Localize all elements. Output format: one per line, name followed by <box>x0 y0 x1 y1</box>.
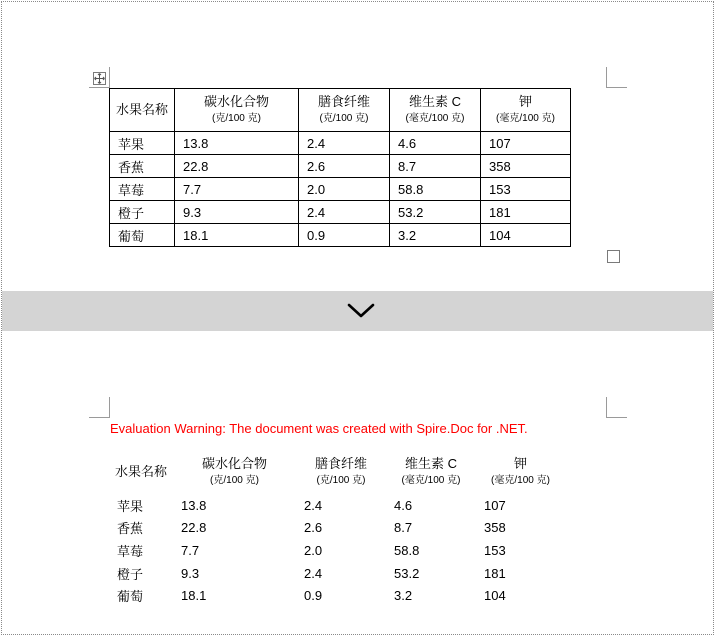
header-cell-potassium <box>476 450 565 494</box>
header-unit: (克/100 克) <box>212 113 261 124</box>
header-cell-fruit <box>109 450 173 494</box>
table-cell: 358 <box>481 155 571 178</box>
table-cell: 53.2 <box>390 201 481 224</box>
page-margin-corner-top-left <box>89 397 110 418</box>
comparison-divider <box>2 291 713 331</box>
evaluation-warning: Evaluation Warning: The document was created with Spire.Doc for .NET. <box>110 421 528 436</box>
table-cell: 草莓 <box>110 178 175 201</box>
header-name: 钾 <box>513 456 527 471</box>
table-cell: 香蕉 <box>110 155 175 178</box>
table-cell: 8.7 <box>394 520 413 536</box>
table-cell: 18.1 <box>175 224 299 247</box>
move-icon <box>94 73 105 84</box>
table-cell: 4.6 <box>394 497 413 513</box>
table-cell: 153 <box>481 178 571 201</box>
table-cell: 181 <box>481 201 571 224</box>
header-name: 水果名称 <box>115 102 168 117</box>
table-cell: 181 <box>484 565 506 581</box>
table-cell: 358 <box>484 520 506 536</box>
table-cell: 58.8 <box>390 178 481 201</box>
header-name: 维生素 C <box>408 94 461 109</box>
header-cell-vitamin-c <box>390 89 481 132</box>
table-cell: 22.8 <box>175 155 299 178</box>
table-cell: 0.9 <box>299 224 390 247</box>
table-cell: 7.7 <box>175 178 299 201</box>
header-cell-fruit <box>110 89 175 132</box>
fruit-nutrition-table-borderless <box>109 450 565 607</box>
table-cell: 104 <box>484 588 506 604</box>
table-cell: 22.8 <box>181 520 207 536</box>
table-row <box>110 224 571 247</box>
table-row <box>110 132 571 155</box>
table-header-row <box>110 89 571 132</box>
table-resize-handle[interactable] <box>607 250 620 263</box>
header-name: 钾 <box>518 94 532 109</box>
header-unit: (克/100 克) <box>319 113 369 124</box>
table-cell: 香蕉 <box>117 521 144 537</box>
table-cell: 53.2 <box>394 565 420 581</box>
header-cell-fiber <box>296 450 386 494</box>
table-cell: 2.4 <box>299 201 390 224</box>
page-margin-corner-top-right <box>606 397 627 418</box>
header-unit: (毫克/100 克) <box>401 475 461 486</box>
table-cell: 草莓 <box>117 543 144 559</box>
page-margin-corner-top-right <box>606 67 627 88</box>
table-cell: 13.8 <box>181 497 207 513</box>
table-cell: 4.6 <box>390 132 481 155</box>
table-cell: 橙子 <box>117 566 144 582</box>
header-unit: (克/100 克) <box>316 475 366 486</box>
header-cell-carbs <box>173 450 296 494</box>
table-cell: 13.8 <box>175 132 299 155</box>
header-cell-potassium <box>481 89 571 132</box>
table-cell: 2.4 <box>299 132 390 155</box>
table-row <box>109 584 565 607</box>
table-cell: 104 <box>481 224 571 247</box>
table-cell: 7.7 <box>181 542 200 558</box>
table-cell: 葡萄 <box>110 224 175 247</box>
table-cell: 107 <box>481 132 571 155</box>
table-cell: 苹果 <box>117 498 144 514</box>
table-cell: 18.1 <box>181 588 207 604</box>
table-cell: 苹果 <box>110 132 175 155</box>
table-cell: 3.2 <box>394 588 413 604</box>
fruit-nutrition-table-bordered <box>109 88 571 247</box>
header-unit: (毫克/100 克) <box>491 475 550 486</box>
header-name: 水果名称 <box>114 464 167 479</box>
table-cell: 橙子 <box>110 201 175 224</box>
table-header-row <box>109 450 565 494</box>
header-cell-fiber <box>299 89 390 132</box>
table-cell: 2.6 <box>299 155 390 178</box>
table-row <box>110 201 571 224</box>
table-cell: 153 <box>484 542 506 558</box>
table-cell: 9.3 <box>181 565 200 581</box>
header-name: 膳食纤维 <box>317 94 370 109</box>
table-row <box>109 562 565 585</box>
header-cell-carbs <box>175 89 299 132</box>
header-unit: (毫克/100 克) <box>496 113 555 124</box>
table-cell: 0.9 <box>304 588 323 604</box>
header-name: 维生素 C <box>404 456 457 471</box>
table-cell: 2.4 <box>304 565 323 581</box>
header-name: 膳食纤维 <box>314 456 367 471</box>
table-cell: 107 <box>484 497 506 513</box>
table-row <box>109 539 565 562</box>
header-name: 碳水化合物 <box>201 456 267 471</box>
table-row <box>109 494 565 517</box>
table-cell: 58.8 <box>394 542 420 558</box>
table-row <box>110 178 571 201</box>
header-cell-vitamin-c <box>386 450 476 494</box>
table-cell: 9.3 <box>175 201 299 224</box>
table-cell: 葡萄 <box>117 589 144 605</box>
chevron-down-icon <box>346 300 376 322</box>
header-name: 碳水化合物 <box>203 94 269 109</box>
table-cell: 2.0 <box>304 542 323 558</box>
table-row <box>109 517 565 540</box>
header-unit: (克/100 克) <box>210 475 259 486</box>
table-move-handle[interactable] <box>93 72 106 85</box>
table-cell: 2.0 <box>299 178 390 201</box>
table-cell: 2.6 <box>304 520 323 536</box>
table-cell: 3.2 <box>390 224 481 247</box>
table-cell: 2.4 <box>304 497 323 513</box>
header-unit: (毫克/100 克) <box>405 113 465 124</box>
table-cell: 8.7 <box>390 155 481 178</box>
table-row <box>110 155 571 178</box>
